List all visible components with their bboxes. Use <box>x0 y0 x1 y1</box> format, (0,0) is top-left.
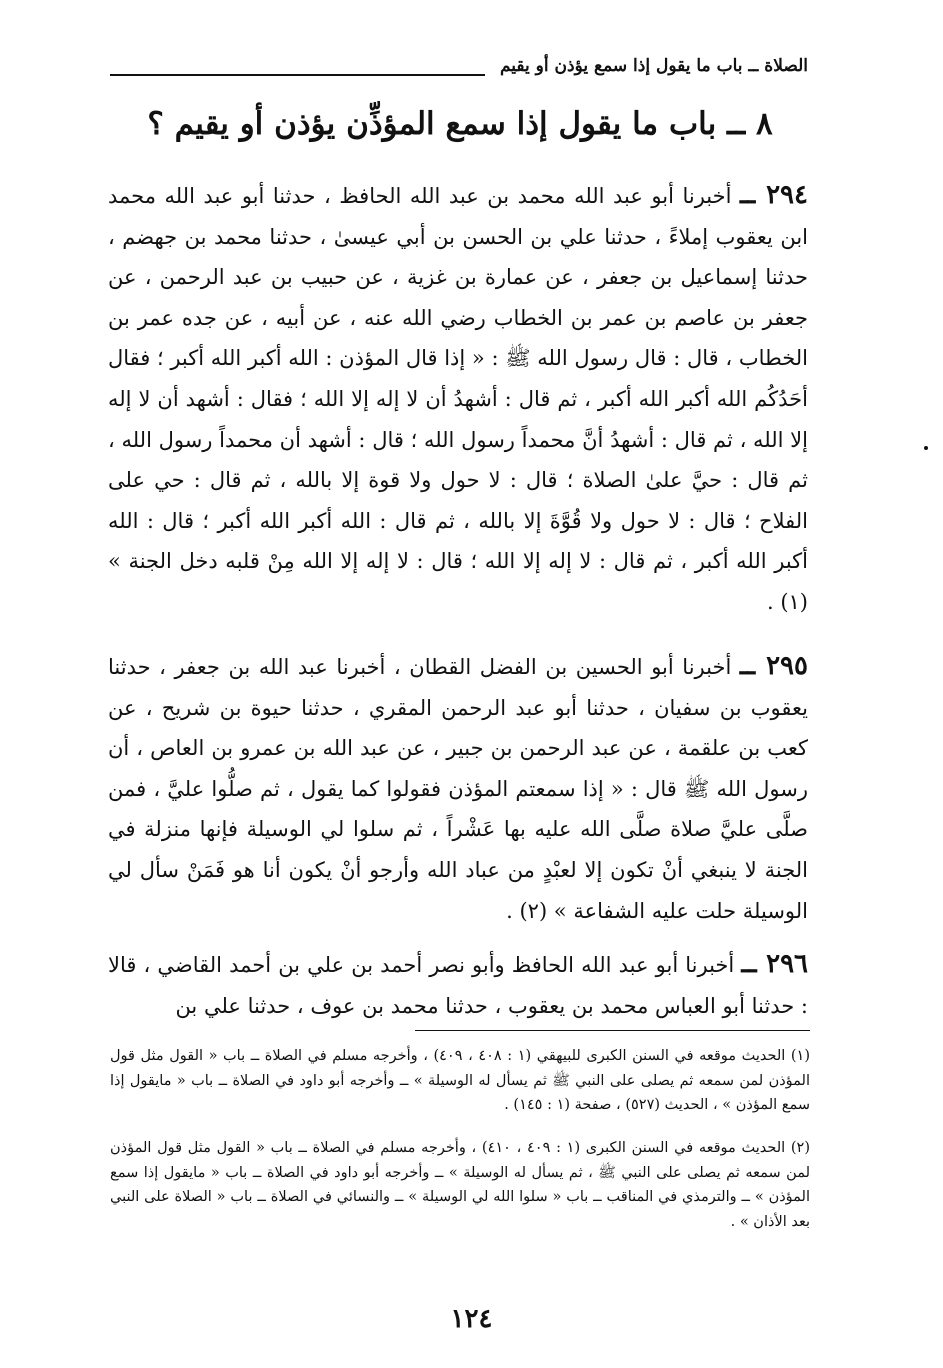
margin-dot <box>924 446 928 450</box>
hadith-295 <box>108 646 808 931</box>
footnote-rule <box>415 1030 810 1031</box>
footnote-1: (١) الحديث موقعه في السنن الكبرى للبيهقي (١ : ٤٠٨ ، ٤٠٩) ، وأخرجه مسلم في الصلاة ــ باب « القول مثل قول المؤذن لمن سمعه ثم يصلى على النبي ﷺ ثم يسأل له الوسيلة » ــ وأخرجه أبو داود في الصلاة ــ باب « مايقول إذا سمع المؤذن » ، الحديث (٥٢٧) ، صفحة (١ : ١٤٥) . <box>110 1048 811 1113</box>
running-head: الصلاة ــ باب ما يقول إذا سمع يؤذن أو يقيم <box>499 56 808 76</box>
chapter-title: ٨ ــ باب ما يقول إذا سمع المؤذِّن يؤذن أو يقيم ؟ <box>147 106 773 142</box>
hadith-number: ٢٩٦ ــ <box>741 949 809 979</box>
hadith-number: ٢٩٤ ــ <box>739 180 808 210</box>
hadith-text: أخبرنا أبو الحسين بن الفضل القطان ، أخبرنا عبد الله بن جعفر ، حدثنا يعقوب بن سفيان ، حدثنا أبو عبد الرحمن المقري ، حدثنا حيوة بن شريح ، عن كعب بن علقمة ، عن عبد الرحمن بن جبير ، عن عبد الله بن عمرو بن العاص ، أن رسول الله ﷺ قال : « إذا سمعتم المؤذن فقولوا كما يقول ، ثم صلُّوا عليَّ ، فمن صلَّى عليَّ صلاة صلَّى الله عليه بها عَشْراً ، ثم سلوا لي الوسيلة فإنها منزلة في الجنة لا ينبغي أنْ تكون إلا لعبْدٍ من عباد الله وأرجو أنْ يكون أنا هو فَمَنْ سأل لي الوسيلة حلت عليه الشفاعة » (٢) . <box>108 655 808 923</box>
hadith-text: أخبرنا أبو عبد الله الحافظ وأبو نصر أحمد بن علي بن أحمد القاضي ، قالا : حدثنا أبو العباس محمد بن يعقوب ، حدثنا محمد بن عوف ، حدثنا علي بن <box>108 953 808 1018</box>
hadith-text: أخبرنا أبو عبد الله محمد بن عبد الله الحافظ ، حدثنا أبو عبد الله محمد ابن يعقوب إملاءً ، حدثنا علي بن الحسن بن أبي عيسىٰ ، حدثنا محمد بن جهضم ، حدثنا إسماعيل بن جعفر ، عن عمارة بن غزية ، عن حبيب بن عبد الرحمن ، عن جعفر بن عاصم بن عمر بن الخطاب رضي الله عنه ، عن أبيه ، عن جده عمر بن الخطاب ، قال : قال رسول الله ﷺ : « إذا قال المؤذن : الله أكبر الله أكبر ؛ فقال أحَدُكُم الله أكبر الله أكبر ، ثم قال : أشهدُ أن لا إله إلا الله ؛ فقال : أشهد أن لا إله إلا الله ، ثم قال : أشهدُ أنَّ محمداً رسول الله ؛ قال : أشهد أن محمداً رسول الله ، ثم قال : حيَّ علىٰ الصلاة ؛ قال : لا حول ولا قوة إلا بالله ، ثم قال : حي على الفلاح ؛ قال : لا حول ولا قُوَّةَ إلا بالله ، ثم قال : الله أكبر الله أكبر ؛ قال : الله أكبر الله أكبر ، ثم قال : لا إله إلا الله ؛ قال : لا إله إلا الله مِنْ قلبه دخل الجنة » (١) . <box>107 184 808 614</box>
footnote-2: (٢) الحديث موقعه في السنن الكبرى (١ : ٤٠٩ ، ٤١٠) ، وأخرجه مسلم في الصلاة ــ باب « القول مثل قول المؤذن لمن سمعه ثم يصلى على النبي ﷺ ، ثم يسأل له الوسيلة » ــ وأخرجه أبو داود في الصلاة ــ باب « مايقول إذا سمع المؤذن » ــ والترمذي في المناقب ــ باب « سلوا الله لي الوسيلة » ــ والنسائي في الصلاة ــ باب « الصلاة على النبي بعد الأذان » . <box>110 1140 810 1230</box>
page-number: ١٢٤ <box>450 1304 493 1334</box>
hadith-number: ٢٩٥ ــ <box>739 651 808 681</box>
header-rule <box>110 74 485 76</box>
hadith-296 <box>108 944 808 1026</box>
hadith-294 <box>108 175 808 623</box>
